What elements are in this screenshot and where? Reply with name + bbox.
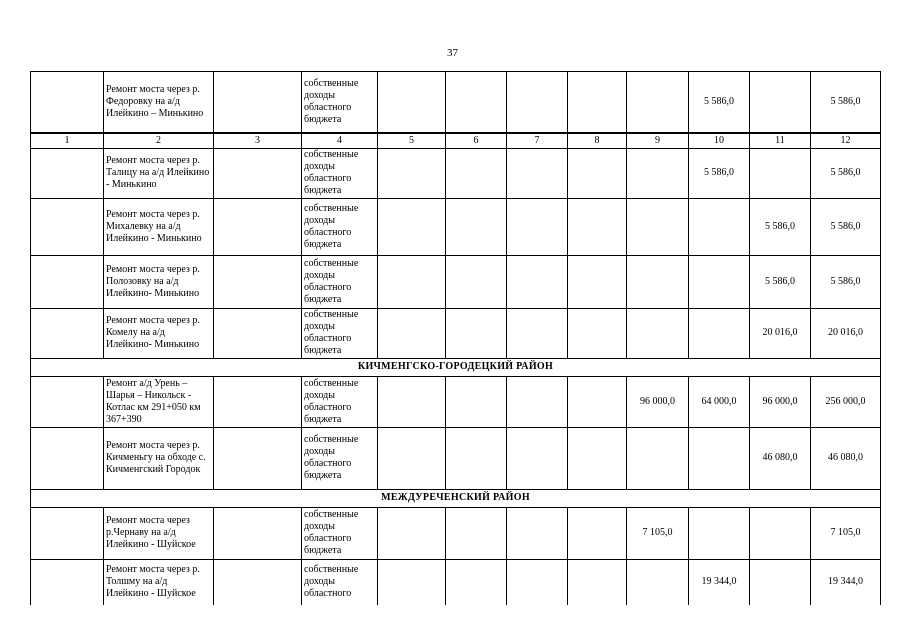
column-number: 8 — [568, 133, 627, 149]
object-name: Ремонт моста через р. Кичменьгу на обходе с. Кичменгский Городок — [104, 427, 214, 489]
table-row — [31, 376, 881, 427]
column-number: 4 — [302, 133, 378, 149]
cell-col9 — [627, 427, 689, 489]
cell-col9 — [627, 255, 689, 308]
district-heading: МЕЖДУРЕЧЕНСКИЙ РАЙОН — [31, 489, 881, 507]
table-row — [31, 72, 881, 133]
cell-col10 — [689, 198, 750, 255]
cell-col9 — [627, 559, 689, 605]
cell-col11: 5 586,0 — [750, 198, 811, 255]
column-number: 10 — [689, 133, 750, 149]
section-row — [31, 489, 881, 507]
object-name: Ремонт а/д Урень – Шарья – Никольск - Котлас км 291+050 км 367+390 — [104, 376, 214, 427]
object-name: Ремонт моста через р.Чернаву на а/д Илейкино - Шуйское — [104, 507, 214, 559]
funding-source: собственные доходы областного бюджета — [302, 507, 378, 559]
cell-col11: 96 000,0 — [750, 376, 811, 427]
section-row — [31, 358, 881, 376]
table-row — [31, 559, 881, 605]
column-number: 12 — [811, 133, 881, 149]
table-row — [31, 507, 881, 559]
cell-col10: 5 586,0 — [689, 148, 750, 198]
column-number: 3 — [214, 133, 302, 149]
column-number-row — [31, 133, 881, 149]
column-number: 5 — [378, 133, 446, 149]
cell-col9 — [627, 72, 689, 133]
cell-col10 — [689, 507, 750, 559]
column-number: 6 — [446, 133, 507, 149]
funding-source: собственные доходы областного бюджета — [302, 148, 378, 198]
budget-table — [30, 71, 881, 605]
funding-source: собственные доходы областного бюджета — [302, 198, 378, 255]
object-name: Ремонт моста через р. Полозовку на а/д Илейкино- Минькино — [104, 255, 214, 308]
cell-col9: 96 000,0 — [627, 376, 689, 427]
object-name: Ремонт моста через р. Комелу на а/д Илейкино- Минькино — [104, 308, 214, 358]
object-name: Ремонт моста через р. Толшму на а/д Илейкино - Шуйское — [104, 559, 214, 605]
object-name: Ремонт моста через р. Федоровку на а/д Илейкино – Минькино — [104, 72, 214, 133]
column-number: 2 — [104, 133, 214, 149]
cell-col11: 5 586,0 — [750, 255, 811, 308]
cell-col11: 46 080,0 — [750, 427, 811, 489]
funding-source: собственные доходы областного бюджета — [302, 255, 378, 308]
district-heading: КИЧМЕНГСКО-ГОРОДЕЦКИЙ РАЙОН — [31, 358, 881, 376]
cell-col12: 20 016,0 — [811, 308, 881, 358]
cell-col11 — [750, 148, 811, 198]
cell-col10 — [689, 308, 750, 358]
table-row — [31, 255, 881, 308]
cell-col12: 7 105,0 — [811, 507, 881, 559]
table-row — [31, 198, 881, 255]
cell-col10: 64 000,0 — [689, 376, 750, 427]
column-number: 1 — [31, 133, 104, 149]
cell-col10 — [689, 427, 750, 489]
cell-col9 — [627, 148, 689, 198]
cell-col10 — [689, 255, 750, 308]
cell-col11 — [750, 559, 811, 605]
cell-col12: 5 586,0 — [811, 148, 881, 198]
funding-source: собственные доходы областного бюджета — [302, 376, 378, 427]
cell-col12: 5 586,0 — [811, 72, 881, 133]
cell-col12: 5 586,0 — [811, 198, 881, 255]
funding-source: собственные доходы областного бюджета — [302, 308, 378, 358]
cell-col10: 5 586,0 — [689, 72, 750, 133]
cell-col9 — [627, 308, 689, 358]
cell-col9: 7 105,0 — [627, 507, 689, 559]
table-row — [31, 308, 881, 358]
cell-col11 — [750, 72, 811, 133]
object-name: Ремонт моста через р. Михалевку на а/д Илейкино - Минькино — [104, 198, 214, 255]
cell-col9 — [627, 198, 689, 255]
cell-col11 — [750, 507, 811, 559]
table-row — [31, 148, 881, 198]
object-name: Ремонт моста через р. Талицу на а/д Илейкино - Минькино — [104, 148, 214, 198]
table-row — [31, 427, 881, 489]
cell-col11: 20 016,0 — [750, 308, 811, 358]
cell-col12: 46 080,0 — [811, 427, 881, 489]
cell-col12: 19 344,0 — [811, 559, 881, 605]
column-number: 9 — [627, 133, 689, 149]
column-number: 11 — [750, 133, 811, 149]
funding-source: собственные доходы областного бюджета — [302, 72, 378, 133]
funding-source: собственные доходы областного — [302, 559, 378, 605]
cell-col10: 19 344,0 — [689, 559, 750, 605]
column-number: 7 — [507, 133, 568, 149]
cell-col12: 5 586,0 — [811, 255, 881, 308]
funding-source: собственные доходы областного бюджета — [302, 427, 378, 489]
page-number: 37 — [447, 47, 458, 59]
cell-col12: 256 000,0 — [811, 376, 881, 427]
